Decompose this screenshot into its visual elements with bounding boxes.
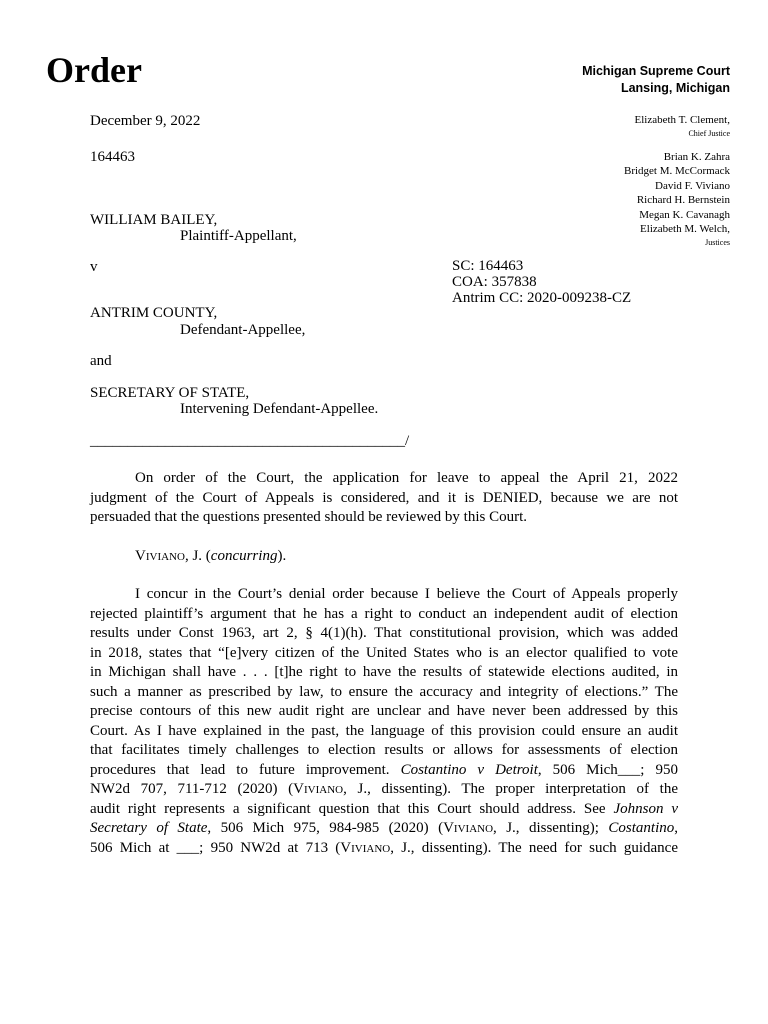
case-citation: Johnson v xyxy=(613,800,679,817)
text-line: in Michigan shall have . . . [t]he right to have the results of statewide elections audited, in xyxy=(90,664,678,680)
text-line: that facilitates timely challenges to election results or allows for assessments of election xyxy=(90,742,678,758)
coa-number: COA: 357838 xyxy=(452,274,537,290)
concurrence-heading: Viviano, J. (concurring). xyxy=(135,548,287,564)
concurrence-paragraph xyxy=(90,585,678,858)
order-title: Order xyxy=(46,50,142,90)
text-line: NW2d 707, 711-712 (2020) (Viviano, J., dissenting). The proper interpretation of the xyxy=(90,781,678,797)
justice-name: David F. Viviano xyxy=(655,179,730,192)
defendant-role: Defendant-Appellee, xyxy=(180,322,306,338)
text-line: procedures that lead to future improvement. Costantino v Detroit, 506 Mich___; 950 xyxy=(90,761,678,778)
justice-name: Elizabeth M. Welch, xyxy=(640,223,730,235)
and-word: and xyxy=(90,353,112,369)
justice-name: Megan K. Cavanagh xyxy=(639,208,730,221)
chief-justice-title: Chief Justice xyxy=(688,128,730,138)
caption-separator: __________________________________________/ xyxy=(90,433,410,449)
plaintiff-name: WILLIAM BAILEY, xyxy=(90,212,218,228)
court-header xyxy=(582,63,730,97)
text-line: precise contours of this new audit right are unclear and have never been addressed by this xyxy=(90,703,678,719)
plaintiff-role: Plaintiff-Appellant, xyxy=(180,228,297,244)
justices-list xyxy=(624,113,730,248)
sc-number: SC: 164463 xyxy=(452,258,524,274)
text-line: persuaded that the questions presented should be reviewed by this Court. xyxy=(90,509,527,525)
case-citation: Costantino v Detroit xyxy=(400,761,538,778)
text-line: 506 Mich at ___; 950 NW2d at 713 (Viviano, J., dissenting). The need for such guidance xyxy=(90,839,678,856)
order-paragraph xyxy=(90,469,678,528)
cc-number: Antrim CC: 2020-009238-CZ xyxy=(452,290,632,306)
case-citation: Secretary of State xyxy=(90,820,208,836)
justice-name: Bridget M. McCormack xyxy=(623,165,730,177)
text-line: in 2018, states that “[e]very citizen of the United States who is an elector qualified to vote xyxy=(90,644,678,661)
intervenor-name: SECRETARY OF STATE, xyxy=(90,385,250,401)
text-line: results under Const 1963, art 2, § 4(1)(h). That constitutional provision, which was added xyxy=(90,625,678,641)
text-line: Secretary of State, 506 Mich 975, 984-985 (2020) (Viviano, J., dissenting); Costantino, xyxy=(90,820,678,836)
justices-title: Justices xyxy=(705,237,730,247)
court-location: Lansing, Michigan xyxy=(620,81,730,95)
chief-justice-name: Elizabeth T. Clement, xyxy=(634,114,730,126)
defendant-name: ANTRIM COUNTY, xyxy=(90,305,218,321)
text-line: On order of the Court, the application for leave to appeal the April 21, 2022 xyxy=(135,470,678,486)
justice-name: Brian K. Zahra xyxy=(663,150,730,163)
text-line: I concur in the Court’s denial order because I believe the Court of Appeals properly xyxy=(135,586,678,602)
court-name: Michigan Supreme Court xyxy=(582,64,730,78)
text-line: rejected plaintiff’s argument that he has a right to conduct an independent audit of election xyxy=(90,605,678,622)
versus: v xyxy=(90,259,98,275)
case-numbers xyxy=(452,258,631,306)
text-line: audit right represents a significant question that this Court should address. See Johnson v xyxy=(90,800,679,817)
case-citation: Costantino xyxy=(608,820,675,836)
intervenor-role: Intervening Defendant-Appellee. xyxy=(180,401,379,417)
justice-name: Richard H. Bernstein xyxy=(636,194,730,206)
text-line: such a manner as prescribed by law, to ensure the accuracy and integrity of elections.” The xyxy=(90,683,678,700)
order-date: December 9, 2022 xyxy=(90,113,201,129)
docket-number: 164463 xyxy=(90,149,135,165)
text-line: Court. As I have explained in the past, the language of this provision could ensure an audit xyxy=(90,722,678,739)
text-line: judgment of the Court of Appeals is considered, and it is DENIED, because we are not xyxy=(90,489,678,506)
